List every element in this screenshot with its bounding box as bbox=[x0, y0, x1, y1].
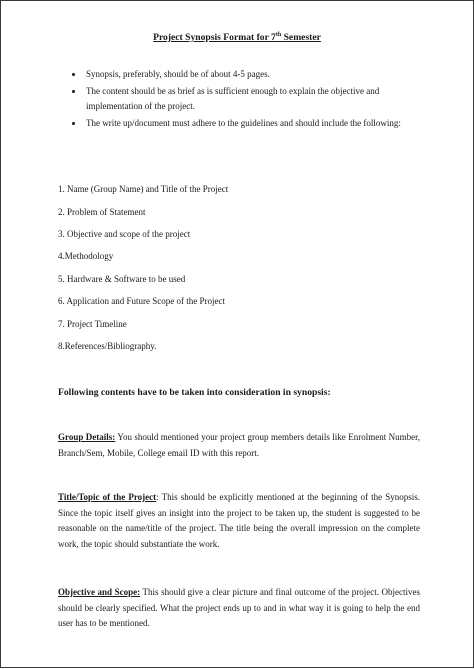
section-group-details bbox=[58, 430, 420, 461]
numbered-item-name: 1. Name (Group Name) and Title of the Project bbox=[58, 184, 229, 194]
numbered-item-references: 8.References/Bibliography. bbox=[58, 341, 157, 351]
section-text: : This should be explicitly mentioned at the beginning of the Synopsis. Since the topic itself gives an insight into the project to be taken up, the student is suggested to be reasonable on the name/title of the project. The title being the overall impression on the complete work, the topic should substantiate the work. bbox=[58, 492, 420, 549]
section-title-topic bbox=[58, 490, 420, 552]
section-text: This should give a clear picture and final outcome of the project. Objectives should be clearly specified. What the project ends up to and in what way it is going to help the end user has to be mentioned. bbox=[58, 587, 421, 628]
section-label: Objective and Scope: bbox=[58, 587, 141, 597]
document-title bbox=[1, 32, 473, 43]
bullet-item: The write up/document must adhere to the guidelines and should include the following: bbox=[72, 116, 422, 131]
title-text: Project Synopsis Format for 7th Semester bbox=[153, 32, 321, 44]
guideline-bullets bbox=[72, 67, 422, 133]
numbered-item-objective: 3. Objective and scope of the project bbox=[58, 229, 191, 239]
section-label: Group Details: bbox=[58, 432, 116, 442]
numbered-item-application: 6. Application and Future Scope of the Project bbox=[58, 296, 225, 306]
numbered-item-hardware: 5. Hardware & Software to be used bbox=[58, 274, 186, 284]
contents-heading: Following contents have to be taken into consideration in synopsis: bbox=[58, 387, 331, 398]
section-objective-scope bbox=[58, 585, 420, 632]
bullet-item: Synopsis, preferably, should be of about 4-5 pages. bbox=[72, 67, 422, 82]
section-label: Title/Topic of the Project bbox=[58, 492, 157, 502]
numbered-item-methodology: 4.Methodology bbox=[58, 251, 114, 261]
numbered-item-timeline: 7. Project Timeline bbox=[58, 319, 127, 329]
bullet-item: The content should be as brief as is sufficient enough to explain the objective and implementation of the project. bbox=[72, 84, 422, 114]
section-text: You should mentioned your project group members details like Enrolment Number, Branch/Sem, Mobile, College email ID with this report. bbox=[58, 432, 420, 458]
numbered-item-problem: 2. Problem of Statement bbox=[58, 207, 146, 217]
